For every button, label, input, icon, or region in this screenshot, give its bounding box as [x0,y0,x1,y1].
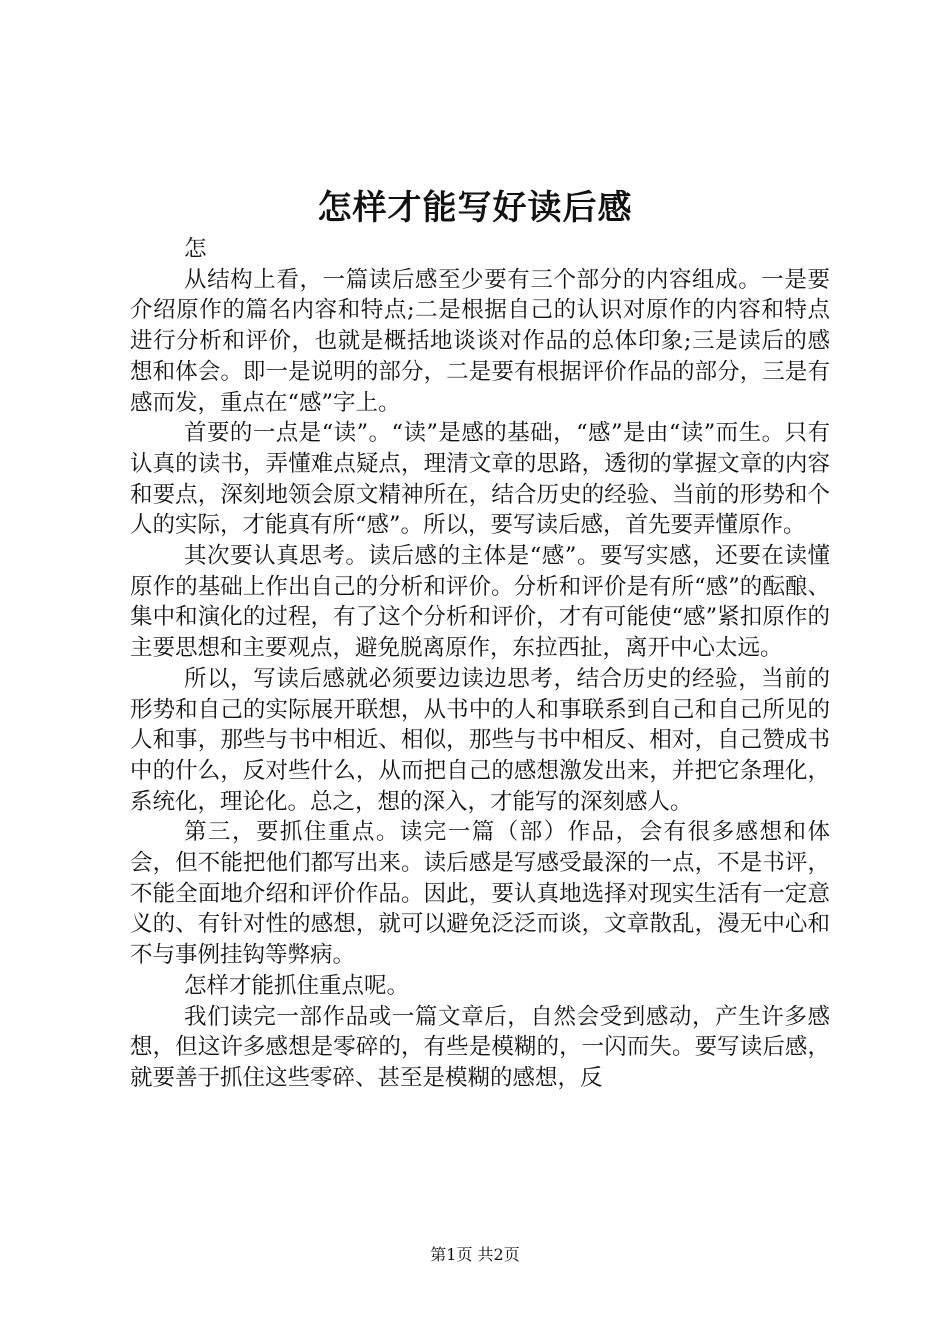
paragraph: 我们读完一部作品或一篇文章后，自然会受到感动，产生许多感想，但这许多感想是零碎的，有些是模糊的，一闪而失。要写读后感，就要善于抓住这些零碎、甚至是模糊的感想，反 [130,1003,830,1091]
document-body [130,234,830,1094]
paragraph: 怎样才能抓住重点呢。 [184,972,410,999]
document-title: 怎样才能写好读后感 [317,188,633,228]
paragraph: 首要的一点是“读”。“读”是感的基础，“感”是由“读”而生。只有认真的读书，弄懂难点疑点，理清文章的思路，透彻的掌握文章的内容和要点，深刻地领会原文精神所在，结合历史的经验、当前的形势和个人的实际，才能真有所“感”。所以，要写读后感，首先要弄懂原作。 [130,420,830,539]
paragraph: 从结构上看，一篇读后感至少要有三个部分的内容组成。一是要介绍原作的篇名内容和特点;二是根据自己的认识对原作的内容和特点进行分析和评价，也就是概括地谈谈对作品的总体印象;三是读后的感想和体会。即一是说明的部分，二是要有根据评价作品的部分，三是有感而发，重点在“感”字上。 [130,266,830,416]
page-footer: 第1页 共2页 [430,1245,520,1264]
paragraph: 第三，要抓住重点。读完一篇（部）作品，会有很多感想和体会，但不能把他们都写出来。读后感是写感受最深的一点，不是书评，不能全面地介绍和评价作品。因此，要认真地选择对现实生活有一定意义的、有针对性的感想，就可以避免泛泛而谈，文章散乱，漫无中心和不与事例挂钩等弊病。 [130,819,830,969]
paragraph: 所以，写读后感就必须要边读边思考，结合历史的经验，当前的形势和自己的实际展开联想，从书中的人和事联系到自己和自己所见的人和事，那些与书中相近、相似，那些与书中相反、相对，自己赞成书中的什么，反对些什么，从而把自己的感想激发出来，并把它条理化，系统化，理论化。总之，想的深入，才能写的深刻感人。 [130,665,830,815]
paragraph: 其次要认真思考。读后感的主体是“感”。要写实感，还要在读懂原作的基础上作出自己的分析和评价。分析和评价是有所“感”的酝酿、集中和演化的过程，有了这个分析和评价，才有可能使“感”紧扣原作的主要思想和主要观点，避免脱离原作，东拉西扯，离开中心太远。 [130,543,830,662]
paragraph: 怎 [184,236,207,262]
